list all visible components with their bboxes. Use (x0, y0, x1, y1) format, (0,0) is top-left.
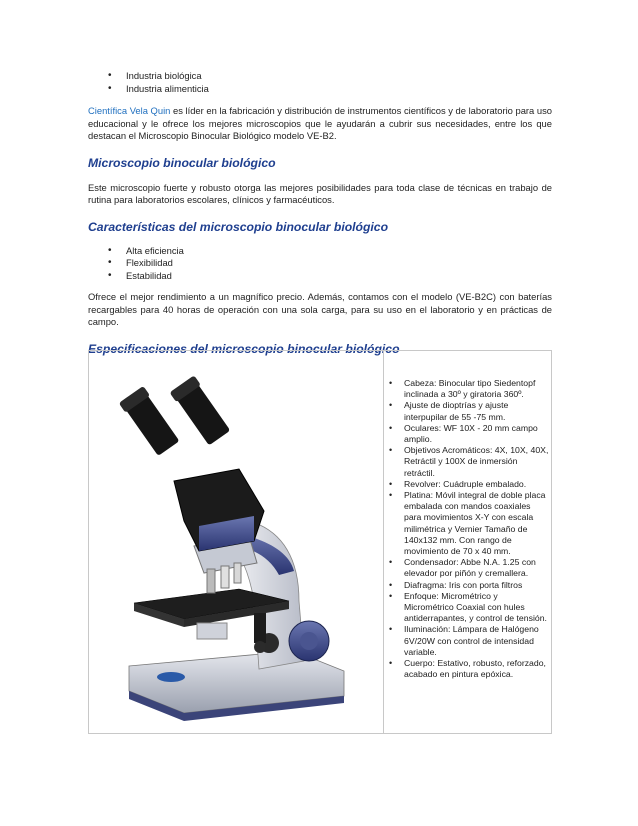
spec-item: • Diafragma: Iris con porta filtros (384, 580, 551, 591)
document-body (88, 70, 552, 357)
spec-item: • Cabeza: Binocular tipo Siedentopf inclinada a 30º y giratoria 360º. (384, 378, 551, 400)
spec-item: • Objetivos Acromáticos: 4X, 10X, 40X, Retráctil y 100X de inmersión retráctil. (384, 445, 551, 479)
section-title-specs: Especificaciones del microscopio binocular biológico (88, 341, 400, 356)
list-item: • Flexibilidad (88, 257, 552, 270)
spec-item: • Revolver: Cuádruple embalado. (384, 479, 551, 490)
company-link[interactable]: Científica Vela Quin (88, 105, 171, 116)
spec-item: • Cuerpo: Estativo, robusto, reforzado, acabado en pintura epóxica. (384, 658, 551, 680)
section1-paragraph: Este microscopio fuerte y robusto otorga las mejores posibilidades para toda clase de técnicas en trabajo de rutina para laboratorios escolares, clínicos y farmacéuticos. (88, 181, 552, 205)
spec-item: • Enfoque: Micrométrico y Micrométrico Coaxial con hules antiderrapantes, y control de tensión. (384, 591, 551, 625)
spec-item: • Iluminación: Lámpara de Halógeno 6V/20W con control de intensidad variable. (384, 624, 551, 658)
section-title-microscope: Microscopio binocular biológico (88, 155, 276, 170)
microscope-illustration (89, 351, 383, 733)
list-item: • Estabilidad (88, 270, 552, 283)
section-title-features: Características del microscopio binocular biológico (88, 219, 389, 234)
features-list (88, 245, 552, 283)
section2-paragraph: Ofrece el mejor rendimiento a un magnífico precio. Además, contamos con el modelo (VE-B2C) con baterías recargables para 40 horas de operación con una sola carga, para su uso en el laboratorio y en prácticas de campo. (88, 291, 552, 327)
specs-list (384, 378, 551, 680)
specs-text-cell (384, 351, 551, 733)
intro-text: es líder en la fabricación y distribución de instrumentos científicos y de laboratorio para uso educacional y le ofrece los mejores microscopios que le ayudarán a cubrir sus necesidades, entre los que destacan el Microscopio Binocular Biológico modelo VE-B2. (88, 105, 553, 141)
intro-list (88, 70, 552, 95)
list-item: • Industria alimenticia (88, 83, 552, 96)
microscope-image-cell (89, 351, 384, 733)
spec-item: • Ajuste de dioptrías y ajuste interpupilar de 55 -75 mm. (384, 400, 551, 422)
list-item: • Alta eficiencia (88, 245, 552, 258)
specs-table (88, 350, 552, 734)
spec-item: • Platina: Móvil integral de doble placa embalada con mandos coaxiales para movimientos X-Y con escala milimétrica y Vernier Tamaño de 140x132 mm. Con rango de movimiento de 70 x 40 mm. (384, 490, 551, 557)
list-item: • Industria biológica (88, 70, 552, 83)
spec-item: • Oculares: WF 10X - 20 mm campo amplio. (384, 423, 551, 445)
spec-item: • Condensador: Abbe N.A. 1.25 con elevador por piñón y cremallera. (384, 557, 551, 579)
intro-paragraph (88, 105, 552, 143)
